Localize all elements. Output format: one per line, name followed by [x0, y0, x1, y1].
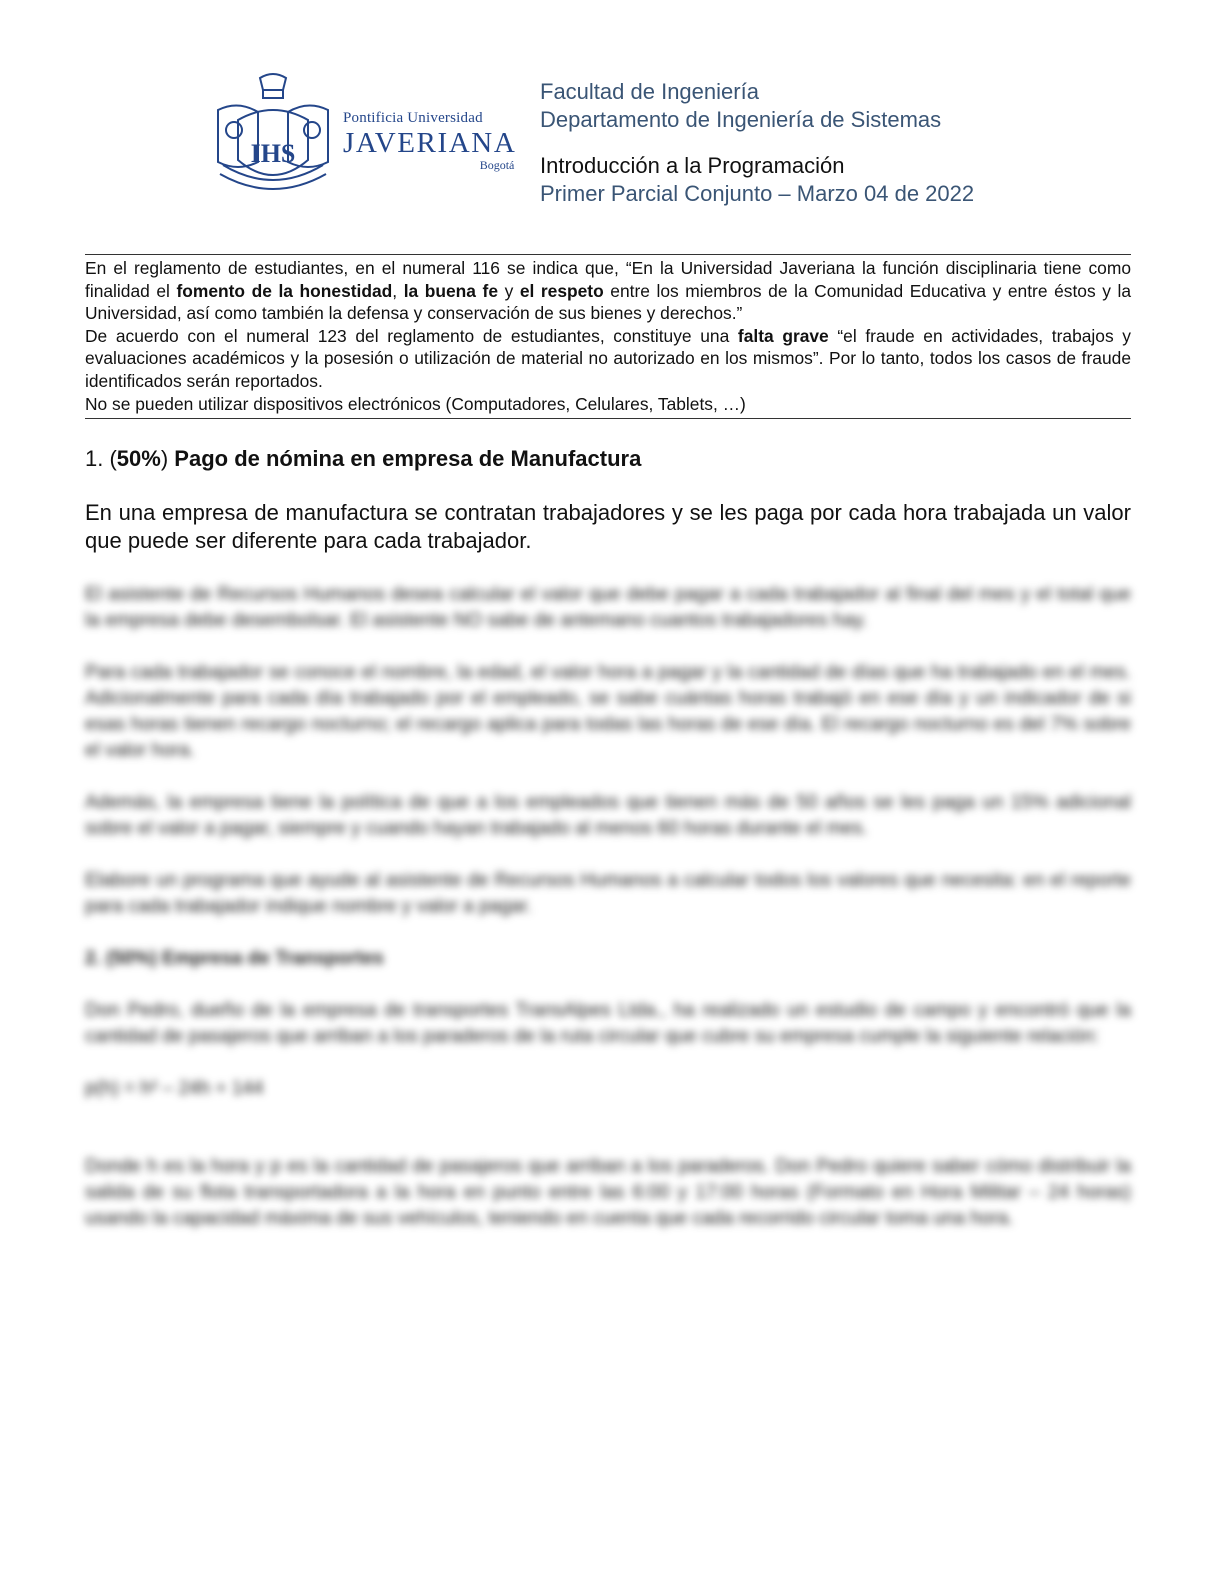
- logo-line-2: JAVERIANA: [343, 127, 517, 159]
- university-logo: [208, 70, 520, 200]
- question-2-formula: p(h) = h² – 24h + 144: [85, 1078, 264, 1099]
- question-1-paragraph-4: Además, la empresa tiene la política de que a los empleados que tienen más de 50 años se les paga un 15% adicional sobre el valor a pagar, siempre y cuando hayan trabajado al menos 60 horas durante el mes.: [85, 792, 1131, 839]
- question-1-paragraph-3: Para cada trabajador se conoce el nombre, la edad, el valor hora a pagar y la cantidad de días que ha trabajado en el mes. Adicionalmente para cada día trabajado por el empleado, se sabe cuántas horas trabajó en ese día y un indicador de si esas horas tienen recargo nocturno; el recargo aplica para todas las horas de ese día. El recargo nocturno es del 7% sobre el valor hora.: [85, 662, 1131, 761]
- rules-paragraph-1: En el reglamento de estudiantes, en el numeral 116 se indica que, “En la Universidad Javeriana la función disciplinaria tiene como finalidad el fomento de la honestidad, la buena fe y el respeto entre los miembros de la Comunidad Educativa y entre éstos y la Universidad, así como también la defensa y conservación de sus bienes y derechos.”: [85, 258, 1132, 324]
- question-1-paragraph-5: Elabore un programa que ayude al asistente de Recursos Humanos a calcular todos los valores que necesita: en el reporte para cada trabajador indique nombre y valor a pagar.: [85, 870, 1131, 917]
- question-1-title: 1. (50%) Pago de nómina en empresa de Manufactura: [85, 446, 642, 471]
- logo-wordmark: [343, 110, 516, 173]
- monogram-text: IHS: [250, 139, 296, 168]
- question-2-title: 2. (50%) Empresa de Transportes: [85, 948, 384, 969]
- course-name: Introducción a la Programación: [540, 153, 845, 178]
- question-2-paragraph-1: Don Pedro, dueño de la empresa de transportes TransAlpes Ltda., ha realizado un estudio de campo y encontró que la cantidad de pasajeros que arriban a los paraderos de la ruta circular que cubre su empresa cumple la siguiente relación:: [85, 1000, 1131, 1047]
- logo-line-1: Pontificia Universidad: [343, 110, 483, 126]
- rules-paragraph-3: No se pueden utilizar dispositivos electrónicos (Computadores, Celulares, Tablets, …): [85, 393, 746, 414]
- exam-title: Primer Parcial Conjunto – Marzo 04 de 2022: [540, 181, 975, 206]
- rules-box: [85, 254, 1131, 419]
- faculty-name: Facultad de Ingeniería: [540, 79, 759, 104]
- question-1-paragraph-1: En una empresa de manufactura se contratan trabajadores y se les paga por cada hora trabajada un valor que puede ser diferente para cada trabajador.: [85, 500, 1131, 553]
- rules-paragraph-2: De acuerdo con el numeral 123 del reglamento de estudiantes, constituye una falta grave “el fraude en actividades, trabajos y evaluaciones académicos y la posesión o utilización de material no autorizado en los mismos”. Por lo tanto, todos los casos de fraude identificados serán reportados.: [85, 325, 1131, 391]
- crest-icon: [208, 70, 338, 200]
- department-name: Departamento de Ingeniería de Sistemas: [540, 107, 942, 132]
- blurred-content: [85, 582, 1131, 1258]
- logo-line-3: Bogotá: [479, 158, 515, 172]
- document-header: [540, 78, 974, 208]
- question-2-paragraph-2: Donde h es la hora y p es la cantidad de pasajeros que arriban a los paraderos. Don Pedro quiere saber cómo distribuir la salida de su flota transportadora a la hora en punto entre las 6:00 y 17:00 horas (Formato en Hora Militar – 24 horas) usando la capacidad máxima de sus vehículos, teniendo en cuenta que cada recorrido circular toma una hora.: [85, 1156, 1131, 1229]
- question-1-paragraph-2: El asistente de Recursos Humanos desea calcular el valor que debe pagar a cada trabajador al final del mes y el total que la empresa debe desembolsar. El asistente NO sabe de antemano cuantos trabajadores hay.: [85, 584, 1131, 631]
